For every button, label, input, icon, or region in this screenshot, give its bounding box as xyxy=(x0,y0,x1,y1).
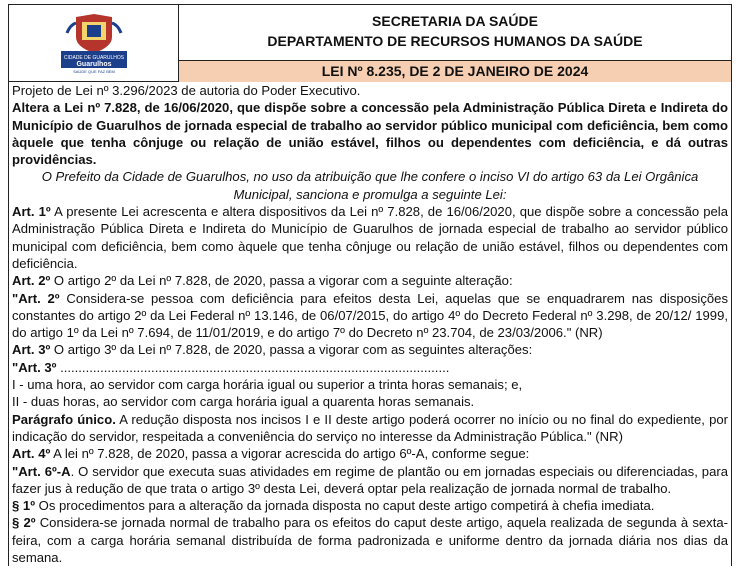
ementa: Altera a Lei nº 7.828, de 16/06/2020, que dispõe sobre a concessão pela Administração Pública Direta e Indireta do Município de Guarulhos de jornada especial de trabalho ao servidor público municipal com deficiência, bem como àquele que tenha cônjuge ou relação de união estável, filhos ou dependentes com deficiência, e dá outras providências. xyxy=(12,100,728,168)
paragraph-1-label: § 1º xyxy=(12,498,35,514)
article-3-label: Art. 3º xyxy=(12,342,51,358)
article-2-quoted-label: "Art. 2º xyxy=(12,290,60,306)
departamento-title: DEPARTAMENTO DE RECURSOS HUMANOS DA SAÚDE xyxy=(267,33,643,49)
inciso-2: II - duas horas, ao servidor com carga horária igual a quarenta horas semanais. xyxy=(12,394,475,410)
article-4 xyxy=(12,445,728,462)
article-6a-label: "Art. 6º-A xyxy=(12,463,71,479)
logo-text: CIDADE DE GUARULHOS xyxy=(63,55,125,61)
paragraph-1-text: Os procedimentos para a alteração da jornada disposta no caput deste artigo competirá à chefia imediata. xyxy=(35,498,655,514)
guarulhos-logo xyxy=(59,13,129,75)
article-1 xyxy=(12,203,728,272)
document-header xyxy=(8,4,732,82)
article-2-label: Art. 2º xyxy=(12,273,51,289)
paragraph-2 xyxy=(12,514,728,566)
article-1-text: A presente Lei acrescenta e altera dispositivos da Lei nº 7.828, de 16/06/2020, que dispõe sobre a concessão pela Administração Pública Direta e Indireta do Município de Guarulhos de jornada especial de trabalho ao servidor público municipal com deficiência, bem como àquele que tenha cônjuge ou relação de união estável, filhos ou dependentes com deficiência. xyxy=(12,204,728,271)
law-title: LEI Nº 8.235, DE 2 DE JANEIRO DE 2024 xyxy=(179,60,731,82)
secretaria-title: SECRETARIA DA SAÚDE xyxy=(372,13,538,29)
article-3-quoted-label: "Art. 3º xyxy=(12,359,57,375)
article-2-quoted xyxy=(12,290,728,342)
paragraph-2-label: § 2º xyxy=(12,515,36,531)
article-2-text: O artigo 2º da Lei nº 7.828, de 2020, passa a vigorar com a seguinte alteração: xyxy=(50,273,513,289)
paragrafo-unico-label: Parágrafo único. xyxy=(12,411,116,427)
document-body xyxy=(8,82,732,566)
logo-area xyxy=(9,5,179,81)
logo-subtitle: SAÚDE QUE FAZ BEM xyxy=(73,69,115,74)
article-1-label: Art. 1º xyxy=(12,204,51,220)
projeto-line: Projeto de Lei nº 3.296/2023 de autoria do Poder Executivo. xyxy=(12,83,361,98)
paragrafo-unico xyxy=(12,411,728,446)
article-3-text: O artigo 3º da Lei nº 7.828, de 2020, passa a vigorar com as seguintes alterações: xyxy=(50,342,533,358)
article-6a-text: . O servidor que executa suas atividades em regime de plantão ou em jornadas especiais ou diferenciadas, para fazer jus à redução de que trata o artigo 3º desta Lei, deverá optar pela realização de jornada normal de trabalho. xyxy=(12,463,729,496)
preambulo-line-2: Municipal, sanciona e promulga a seguinte Lei: xyxy=(233,186,507,202)
article-3-quoted xyxy=(12,359,728,376)
article-4-label: Art. 4º xyxy=(12,446,51,462)
article-3-quoted-dots: ........................................................................................................... xyxy=(56,359,450,375)
logo-tag: Guarulhos xyxy=(76,61,112,68)
inciso-1: I - uma hora, ao servidor com carga horária igual ou superior a trinta horas semanais; e, xyxy=(12,377,523,393)
article-3 xyxy=(12,341,728,358)
title-area xyxy=(179,5,731,81)
paragraph-1 xyxy=(12,497,728,514)
article-6a xyxy=(12,463,728,498)
paragraph-2-text: Considera-se jornada normal de trabalho para os efeitos do caput deste artigo, aquela realizada de segunda à sexta-feira, com a carga horária semanal distribuída de forma padronizada e uniforme dentro da jornada diária nos dias da semana. xyxy=(12,515,728,566)
preambulo-line-1: O Prefeito da Cidade de Guarulhos, no uso da atribuição que lhe confere o inciso VI do artigo 63 da Lei Orgânica xyxy=(41,169,699,185)
article-4-text: A lei nº 7.828, de 2020, passa a vigorar acrescida do artigo 6º-A, conforme segue: xyxy=(50,446,530,462)
article-2-quoted-text: Considera-se pessoa com deficiência para efeitos desta Lei, aquelas que se enquadrarem nas disposições constantes do artigo 2º da Lei Federal nº 13.146, de 06/07/2015, do artigo 4º do Decreto Federal nº 3.298, de 20/12/ 1999, do artigo 1º da Lei nº 7.694, de 11/01/2019, e do artigo 7º do Decreto nº 23.704, de 23/03/2006." (NR) xyxy=(12,290,729,341)
article-2 xyxy=(12,272,728,289)
paragrafo-unico-text: A redução disposta nos incisos I e II deste artigo poderá ocorrer no início ou no final do expediente, por indicação do servidor, respeitada a conveniência do serviço no interesse da Administração Pública." (NR) xyxy=(12,411,728,444)
